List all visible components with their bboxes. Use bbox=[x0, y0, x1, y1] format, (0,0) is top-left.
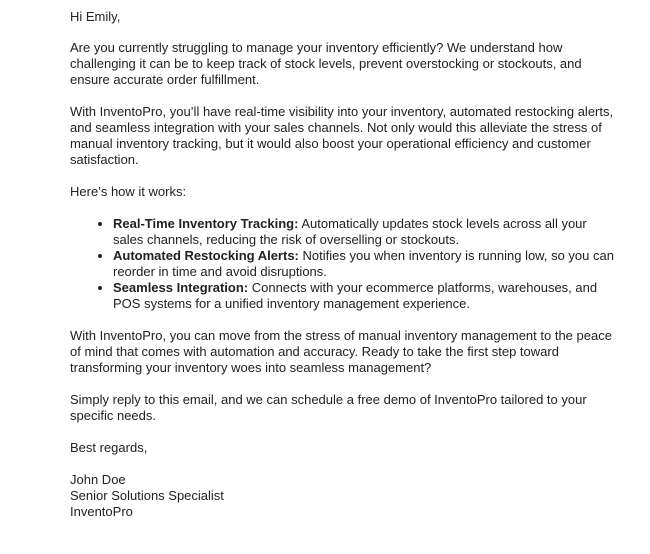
signature-name: John Doe bbox=[70, 472, 126, 487]
signature-title: Senior Solutions Specialist bbox=[70, 488, 224, 503]
feature-title: Seamless Integration: bbox=[113, 280, 249, 295]
email-body bbox=[70, 9, 615, 520]
feature-item-seamless-integration bbox=[113, 280, 615, 312]
feature-title: Automated Restocking Alerts: bbox=[113, 248, 299, 263]
signature-block bbox=[70, 472, 615, 520]
call-to-action-paragraph: Simply reply to this email, and we can schedule a free demo of InventoPro tailored to your specific needs. bbox=[70, 392, 587, 423]
how-it-works-heading: Here’s how it works: bbox=[70, 184, 187, 199]
value-paragraph: With InventoPro, you’ll have real-time visibility into your inventory, automated restocking alerts, and seamless integration with your sales channels. Not only would this alleviate the stress of manual inventory tracking, but it would also boost your operational efficiency and customer satisfaction. bbox=[70, 104, 614, 167]
greeting: Hi Emily, bbox=[70, 9, 121, 24]
feature-list bbox=[70, 216, 615, 312]
feature-description: Connects with your ecommerce platforms, warehouses, and POS systems for a unified inventory management experience. bbox=[113, 280, 598, 311]
feature-item-real-time-tracking bbox=[113, 216, 615, 248]
sign-off: Best regards, bbox=[70, 440, 148, 455]
feature-item-restocking-alerts bbox=[113, 248, 615, 280]
benefit-paragraph: With InventoPro, you can move from the stress of manual inventory management to the peace of mind that comes with automation and accuracy. Ready to take the first step toward transforming your inventory woes into seamless management? bbox=[70, 328, 612, 375]
feature-description: Automatically updates stock levels across all your sales channels, reducing the risk of overselling or stockouts. bbox=[113, 216, 587, 247]
signature-company: InventoPro bbox=[70, 504, 133, 519]
feature-description: Notifies you when inventory is running low, so you can reorder in time and avoid disruptions. bbox=[113, 248, 614, 279]
intro-paragraph: Are you currently struggling to manage your inventory efficiently? We understand how challenging it can be to keep track of stock levels, prevent overstocking or stockouts, and ensure accurate order fulfillment. bbox=[70, 40, 582, 87]
feature-title: Real-Time Inventory Tracking: bbox=[113, 216, 299, 231]
